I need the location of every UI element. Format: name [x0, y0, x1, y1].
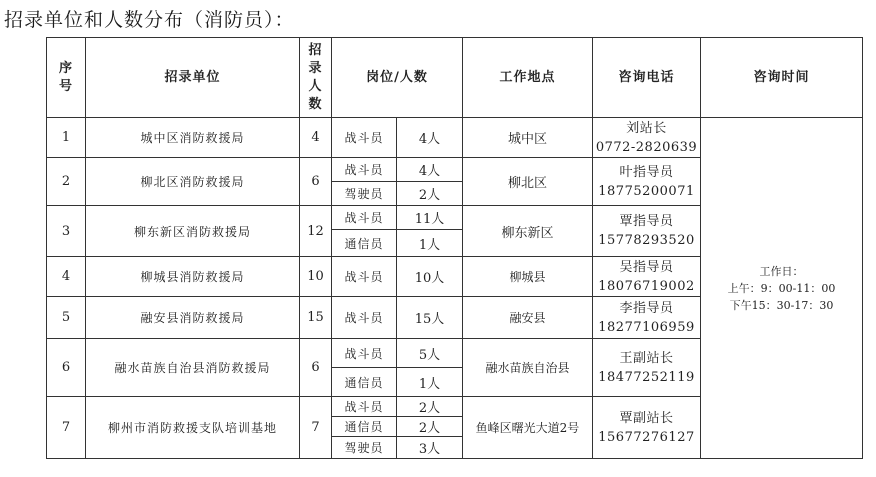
- row-count: 15: [300, 297, 332, 339]
- header-phone: 咨询电话: [593, 38, 701, 118]
- position-name: 战斗员: [332, 397, 397, 417]
- contact-name: 王副站长: [619, 350, 674, 366]
- header-count: [300, 38, 332, 118]
- consult-time: [701, 118, 863, 459]
- contact-phone: 18076719002: [598, 278, 695, 294]
- consult-time-afternoon: 下午15：30-17：30: [729, 298, 834, 312]
- row-index: 6: [47, 339, 86, 397]
- position-name: 驾驶员: [332, 437, 397, 459]
- position-count: 11人: [397, 206, 463, 230]
- row-unit: 柳城县消防救援局: [86, 257, 300, 297]
- header-positions: 岗位/人数: [332, 38, 463, 118]
- header-index: [47, 38, 86, 118]
- position-count: 2人: [397, 182, 463, 206]
- contact-name: 吴指导员: [619, 259, 674, 275]
- position-count: 3人: [397, 437, 463, 459]
- header-row: [47, 38, 863, 118]
- header-unit: 招录单位: [86, 38, 300, 118]
- contact-name: 覃副站长: [619, 410, 674, 426]
- row-location: 柳北区: [463, 158, 593, 206]
- position-name: 驾驶员: [332, 182, 397, 206]
- contact-phone: 18775200071: [598, 183, 695, 199]
- position-name: 战斗员: [332, 339, 397, 368]
- position-count: 10人: [397, 257, 463, 297]
- contact-phone: 15778293520: [598, 233, 695, 248]
- row-count: 12: [300, 206, 332, 257]
- row-count: 6: [300, 158, 332, 206]
- row-index: 3: [47, 206, 86, 257]
- row-location: 融安县: [463, 297, 593, 339]
- header-count-char: 录: [308, 60, 323, 76]
- contact-name: 刘站长: [626, 120, 667, 136]
- row-unit: 柳北区消防救援局: [86, 158, 300, 206]
- contact-phone: 18477252119: [598, 369, 695, 385]
- row-count: 10: [300, 257, 332, 297]
- position-count: 15人: [397, 297, 463, 339]
- consult-time-morning: 上午：9：00-11：00: [727, 281, 836, 295]
- row-unit: 融水苗族自治县消防救援局: [86, 339, 300, 397]
- position-name: 战斗员: [332, 257, 397, 297]
- row-unit: 城中区消防救援局: [86, 118, 300, 158]
- header-index-char: 号: [58, 78, 73, 94]
- page-title: 招录单位和人数分布（消防员）：: [4, 9, 295, 31]
- row-location: 城中区: [463, 118, 593, 158]
- position-count: 4人: [397, 118, 463, 158]
- row-location: 柳城县: [463, 257, 593, 297]
- row-contact: [593, 118, 701, 158]
- row-contact: [593, 257, 701, 297]
- position-name: 通信员: [332, 230, 397, 257]
- position-count: 5人: [397, 339, 463, 368]
- row-index: 4: [47, 257, 86, 297]
- position-count: 1人: [397, 368, 463, 397]
- row-count: 7: [300, 397, 332, 459]
- contact-name: 覃指导员: [619, 214, 674, 229]
- row-contact: [593, 297, 701, 339]
- header-count-char: 数: [308, 96, 323, 112]
- row-index: 5: [47, 297, 86, 339]
- row-count: 4: [300, 118, 332, 158]
- row-location: 柳东新区: [463, 206, 593, 257]
- position-name: 战斗员: [332, 297, 397, 339]
- header-count-char: 人: [308, 78, 323, 94]
- position-count: 4人: [397, 158, 463, 182]
- position-count: 1人: [397, 230, 463, 257]
- row-index: 7: [47, 397, 86, 459]
- row-unit: 柳州市消防救援支队培训基地: [86, 397, 300, 459]
- position-name: 战斗员: [332, 118, 397, 158]
- contact-name: 叶指导员: [619, 164, 674, 180]
- contact-phone: 15677276127: [598, 429, 695, 445]
- row-contact: [593, 158, 701, 206]
- position-name: 战斗员: [332, 158, 397, 182]
- contact-phone: 18277106959: [598, 319, 695, 335]
- position-name: 通信员: [332, 368, 397, 397]
- header-index-char: 序: [58, 60, 73, 76]
- position-name: 战斗员: [332, 206, 397, 230]
- row-contact: [593, 339, 701, 397]
- table-row: [47, 118, 863, 158]
- row-index: 1: [47, 118, 86, 158]
- header-time: 咨询时间: [701, 38, 863, 118]
- row-unit: 柳东新区消防救援局: [86, 206, 300, 257]
- contact-phone: 0772-2820639: [595, 139, 698, 155]
- row-location: 融水苗族自治县: [463, 339, 593, 397]
- header-location: 工作地点: [463, 38, 593, 118]
- position-count: 2人: [397, 397, 463, 417]
- row-contact: [593, 397, 701, 459]
- recruitment-table: [46, 37, 863, 459]
- consult-time-label: 工作日：: [759, 264, 804, 278]
- header-count-char: 招: [308, 42, 323, 58]
- position-name: 通信员: [332, 417, 397, 437]
- row-index: 2: [47, 158, 86, 206]
- row-unit: 融安县消防救援局: [86, 297, 300, 339]
- row-count: 6: [300, 339, 332, 397]
- contact-name: 李指导员: [619, 300, 674, 316]
- position-count: 2人: [397, 417, 463, 437]
- row-contact: [593, 206, 701, 257]
- row-location: 鱼峰区曙光大道2号: [463, 397, 593, 459]
